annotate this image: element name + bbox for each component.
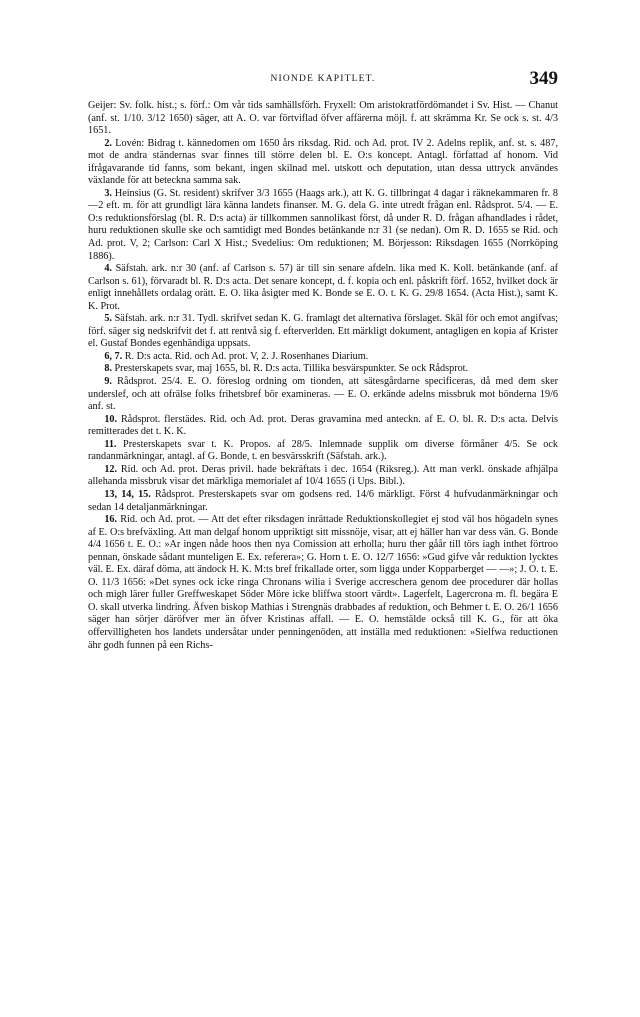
note-paragraph: 11. Presterskapets svar t. K. Propos. af 28/5. Inlemnade supplik om diverse förmåner 4/5. Se ock randanmärkningar, antagl. af G. Bonde, t. en besvärsskrift (Säfstah. ark.). — [88, 438, 559, 463]
note-paragraph: Geijer: Sv. folk. hist.; s. förf.: Om vår tids samhällsförh. Fryxell: Om aristokratfördömandet i Sv. Hist. — Chanut (anf. st. 1/10. 3/12 1650) säger, att A. O. var förtviflad öfver affärerna möjl. f. att skrämma Kr. Se ock s. st. 4/3 1651. — [88, 100, 558, 137]
note-paragraph: 10. Rådsprot. flerstädes. Rid. och Ad. prot. Deras gravamina med anteckn. af E. O. bl. R. D:s acta. Delvis remitterades det t. K. K. — [88, 413, 559, 438]
page-header — [88, 68, 558, 98]
page-number: 349 — [529, 68, 558, 89]
note-paragraph: 6, 7. R. D:s acta. Rid. och Ad. prot. V, 2. J. Rosenhanes Diarium. — [104, 350, 369, 362]
note-paragraph: 2. Lovén: Bidrag t. kännedomen om 1650 års riksdag. Rid. och Ad. prot. IV 2. Adelns replik, anf. st. s. 487, mot de andra ständernas svar finnes till större delen bl. E. O:s koncept. Antagl. författad af honom. Vid ifrågavarande tid fanns, som bekant, ingen skilnad mel. utskott och deputation, utan dessa uttryck användes växlande för att beteckna samma sak. — [88, 137, 558, 187]
running-title: NIONDE KAPITLET. — [270, 74, 376, 84]
page — [88, 68, 558, 652]
note-paragraph: 3. Heinsius (G. St. resident) skrifver 3/3 1655 (Haags ark.), att K. G. tillbringat 4 dagar i räknekammaren fr. 8—2 eft. m. för att grundligt lära känna landets finanser. M. G. dela G. inte utredt frågan enl. Rådsprot. 5/4. — E. O:s reduktionsförslag (bl. R. D:s acta) är tillkommen sannolikast först, då under R. D. frågan afhandlades i rådet, huru reduktionen skulle ske och samtidigt med Bondes betänkande n:r 31 (se nedan). Om R. D. 1655 se Rid. och Ad. prot. V, 2; Carlson: Carl X Hist.; Svedelius: Om reduktionen; M. Börjesson: Riksdagen 1655 (Norrköping 1886). — [88, 187, 558, 262]
note-paragraph: 9. Rådsprot. 25/4. E. O. föreslog ordning om tionden, att sätesgårdarne specificeras, då med dem sker underslef, och att ofrälse folks frihetsbref bör examineras. — E. O. erkände adelns missbruk mot bönderna 19/6 anf. st. — [88, 376, 558, 413]
note-paragraph: 16. Rid. och Ad. prot. — Att det efter riksdagen inrättade Reduktionskollegiet ej stod väl hos högadeln synes af E. O:s brefväxling. Att man delgaf honom uppriktigt sitt missnöje, visar, att ej häller han var dess vän. G. Bonde 4/4 1656 t. E. O.: »Ar ingen nåde hoos then nya Comission att erholla; huru ther gåår till törs iagh inthet förtroo pennan, önskade sådant munteligen E. Ex. referera»; G. Horn t. E. O. 12/7 1656: »Gud gifve vår reduktion lycktes väl. E. Ex. däraf döma, att ändock H. K. M:ts bref frikallade orter, som ligga under Kopparberget — —»; J. O. t. E. O. 11/3 1656: »Det synes ock icke ringa Chronans wilia i Sverige accreschera genom dee procedurer där hollas och migh lärer fuller Greffweskapet Söder Möre icke bliffwa stoort värdt». Lagerfelt, Lagercrona m. fl. begära E O. skall utverka lindring. Äfven biskop Mathias i Strengnäs drabbades af reduktion, och Behmer t. E. O. 26/1 1656 säger han sörjer däröfver mer än öfver Kristinas affall. — E. O. hemstälde också till K. G., för att öka offervilligheten hos landets undersåtar under penningenöden, att inställa med reduktionen: »Sielfwa reductionen ähr godh funnen på een Richs- — [88, 514, 559, 651]
note-paragraph: 13, 14, 15. Rådsprot. Presterskapets svar om godsens red. 14/6 märkligt. Först 4 hufvudanmärkningar och sedan 14 detaljanmärkningar. — [88, 488, 559, 513]
notes — [88, 100, 558, 652]
note-paragraph: 4. Säfstah. ark. n:r 30 (anf. af Carlson s. 57) är till sin senare afdeln. lika med K. Koll. betänkande (anf. af Carlson s. 61), förvaradt bl. R. D:s acta. Det senare koncept, d. f. kopia och enl. påskrift förf. 1652, hvilket dock är enligt innehållets ordalag orätt. E. O. lika åsigter med K. Bonde se E. O. t. K. G. 29/8 1654. (Acta Hist.), samt K. K. Prot. — [88, 263, 558, 312]
note-paragraph: 5. Säfstah. ark. n:r 31. Tydl. skrifvet sedan K. G. framlagt det alternativa förslaget. Skäl för och emot angifvas; förf. säger sig nedskrifvit det f. att rentvå sig f. efterverlden. Ett märkligt dokument, antagligen en kopia af Krister el. Gustaf Bondes egenhändiga uppsats. — [88, 313, 558, 350]
note-paragraph: 12. Rid. och Ad. prot. Deras privil. hade bekräftats i dec. 1654 (Riksreg.). Att man verkl. önskade afhjälpa allehanda missbruk visar det märkliga memorialet af 10/4 1655 (i Ups. Bibl.). — [88, 463, 559, 488]
note-paragraph: 8. Presterskapets svar, maj 1655, bl. R. D:s acta. Tillika besvärspunkter. Se ock Rådsprot. — [104, 363, 469, 375]
